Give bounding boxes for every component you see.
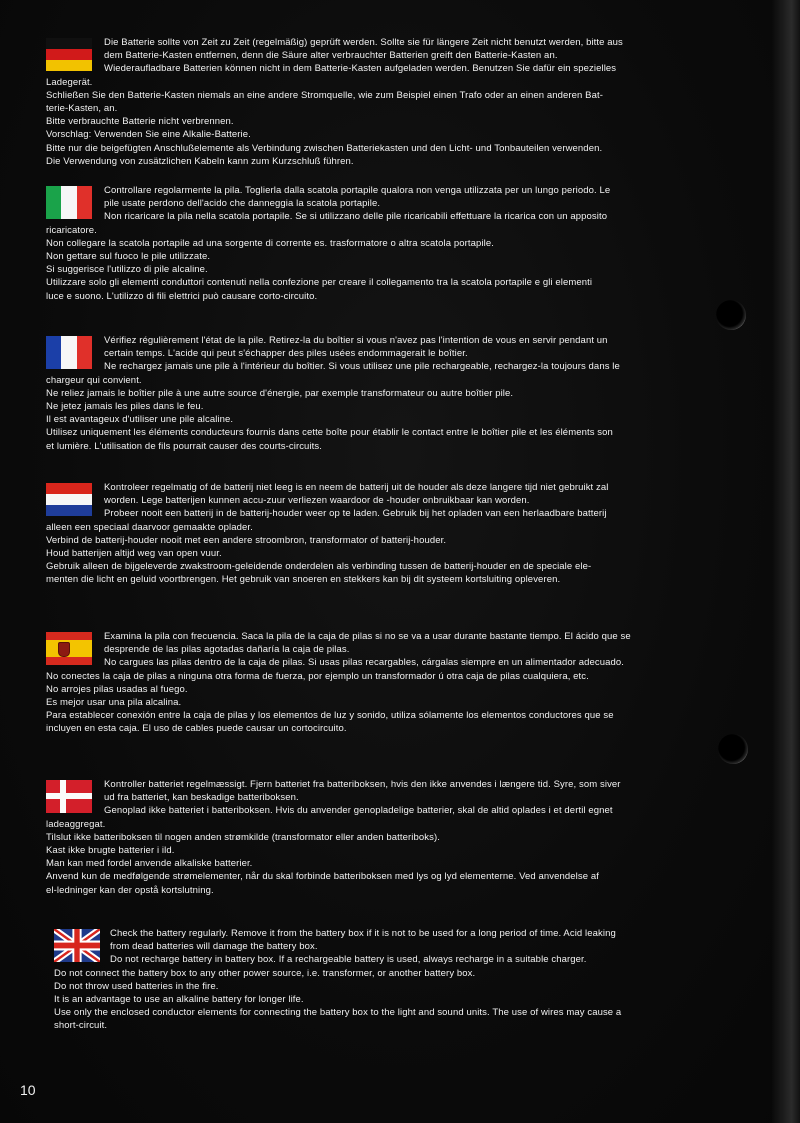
text-line: Do not connect the battery box to any other power source, i.e. transformer, or another battery box. xyxy=(54,967,476,979)
text-line: from dead batteries will damage the battery box. xyxy=(110,941,318,953)
text-line: Ladegerät. xyxy=(46,76,93,88)
text-line: Si suggerisce l'utilizzo di pile alcaline. xyxy=(46,264,208,276)
text-line: It is an advantage to use an alkaline battery for longer life. xyxy=(54,994,304,1006)
text-line: ricaricatore. xyxy=(46,224,97,236)
flag-france-icon xyxy=(46,336,92,369)
flag-uk-icon xyxy=(54,929,100,962)
text-line: No conectes la caja de pilas a ninguna otra forma de fuerza, por ejemplo un transformador ú otra caja de pilas cualquiera, etc. xyxy=(46,670,589,682)
text-line: Kast ikke brugte batterier i ild. xyxy=(46,845,175,857)
section-italian xyxy=(46,184,758,303)
text-line: Check the battery regularly. Remove it from the battery box if it is not to be used for a long period of time. Acid leaking xyxy=(110,928,616,939)
text-line: ud fra batteriet, kan beskadige batteriboksen. xyxy=(104,792,299,804)
section-german xyxy=(46,36,758,168)
text-line: chargeur qui convient. xyxy=(46,374,142,386)
text-line: Anvend kun de medfølgende strømelementer, når du skal forbinde batteriboksen med lys og lyd elementerne. Ved anvendelse af xyxy=(46,871,599,883)
text-line: dem Batterie-Kasten entfernen, denn die Säure alter verbrauchter Batterien greift den Batterie-Kasten an. xyxy=(104,50,558,62)
text-line: short-circuit. xyxy=(54,1020,108,1032)
binder-hole xyxy=(716,300,746,330)
text-line: Vorschlag: Verwenden Sie eine Alkalie-Batterie. xyxy=(46,129,251,141)
section-english xyxy=(46,927,758,1033)
flag-germany-icon xyxy=(46,38,92,71)
text-line: Controllare regolarmente la pila. Toglierla dalla scatola portapile qualora non venga utilizzata per un lungo periodo. Le xyxy=(104,185,611,196)
coat-of-arms-icon xyxy=(58,642,70,657)
text-line: certain temps. L'acide qui peut s'échapper des piles usées endommagerait le boîtier. xyxy=(104,348,468,360)
text-line: Kontroller batteriet regelmæssigt. Fjern batteriet fra batteriboksen, hvis den ikke anvendes i længere tid. Syre, som siver xyxy=(104,779,621,790)
text-line: incluyen en esta caja. El uso de cables puede causar un cortocircuito. xyxy=(46,723,347,735)
text-line: luce e suono. L'utilizzo di fili elettrici può causare corto-circuito. xyxy=(46,290,318,302)
flag-denmark-icon xyxy=(46,780,92,813)
text-line: Kontroleer regelmatig of de batterij niet leeg is en neem de batterij uit de houder als deze langere tijd niet gebruikt zal xyxy=(104,482,609,493)
text-line: Gebruik alleen de bijgeleverde zwakstroom-geleidende onderdelen als verbinding tussen de batterij-houder en de speciale ele- xyxy=(46,561,592,573)
text-line: Die Batterie sollte von Zeit zu Zeit (regelmäßig) geprüft werden. Sollte sie für längere Zeit nicht benutzt werden, bitte aus xyxy=(104,37,623,48)
text-line: Die Verwendung von zusätzlichen Kabeln kann zum Kurzschluß führen. xyxy=(46,155,354,167)
text-line: Non ricaricare la pila nella scatola portapile. Se si utilizzano delle pile ricaricabili effettuare la ricarica con un apposito xyxy=(104,211,608,223)
text-line: Do not throw used batteries in the fire. xyxy=(54,980,219,992)
text-line: Verbind de batterij-houder nooit met een andere stroombron, transformator of batterij-houder. xyxy=(46,534,447,546)
text-line: Examina la pila con frecuencia. Saca la pila de la caja de pilas si no se va a usar durante bastante tiempo. El ácido que se xyxy=(104,631,631,642)
section-dutch xyxy=(46,481,758,587)
text-line: Non gettare sul fuoco le pile utilizzate. xyxy=(46,251,211,263)
flag-italy-icon xyxy=(46,186,92,219)
section-danish xyxy=(46,778,758,897)
section-spanish xyxy=(46,630,758,736)
text-line: Ne reliez jamais le boîtier pile à une autre source d'énergie, par exemple transformateur ou autre boîtier pile. xyxy=(46,387,514,399)
text-line: worden. Lege batterijen kunnen accu-zuur verliezen waardoor de -houder onbruikbaar kan worden. xyxy=(104,495,530,507)
text-line: Schließen Sie den Batterie-Kasten niemals an eine andere Stromquelle, wie zum Beispiel einen Trafo oder an einen anderen Bat- xyxy=(46,89,603,101)
text-line: Genoplad ikke batteriet i batteriboksen. Hvis du anvender genopladelige batterier, skal de altid oplades i et dertil egnet xyxy=(104,805,613,817)
flag-spain-icon xyxy=(46,632,92,665)
text-line: No arrojes pilas usadas al fuego. xyxy=(46,683,188,695)
text-line: Ne jetez jamais les piles dans le feu. xyxy=(46,401,204,413)
page-edge-shadow xyxy=(772,0,800,1123)
text-line: Non collegare la scatola portapile ad una sorgente di corrente es. trasformatore o altra scatola portapile. xyxy=(46,237,494,249)
text-line: pile usate perdono dell'acido che danneggia la scatola portapile. xyxy=(104,198,381,210)
text-line: terie-Kasten, an. xyxy=(46,103,118,115)
text-line: Vérifiez régulièrement l'état de la pile. Retirez-la du boîtier si vous n'avez pas l'intention de vous en servir pendant un xyxy=(104,335,608,346)
text-line: Il est avantageux d'utiliser une pile alcaline. xyxy=(46,414,234,426)
binder-hole xyxy=(718,734,748,764)
text-line: Para establecer conexión entre la caja de pilas y los elementos de luz y sonido, utiliza sólamente los elementos conductores que se xyxy=(46,710,614,722)
text-line: Houd batterijen altijd weg van open vuur. xyxy=(46,548,222,560)
text-line: Probeer nooit een batterij in de batterij-houder weer op te laden. Gebruik bij het opladen van een herlaadbare batterij xyxy=(104,508,607,520)
text-line: menten die licht en geluid voortbrengen. Het gebruik van snoeren en stekkers kan bij dit systeem kortsluiting opleveren. xyxy=(46,574,561,586)
text-line: desprende de las pilas agotadas dañaría la caja de pilas. xyxy=(104,644,350,656)
text-line: Utilizzare solo gli elementi conduttori contenuti nella confezione per creare il collegamento tra la scatola portapile e gli elementi xyxy=(46,277,593,289)
union-jack-graphic xyxy=(54,929,100,962)
text-line: Do not recharge battery in battery box. If a rechargeable battery is used, always recharge in a suitable charger. xyxy=(110,954,587,966)
page-number: 10 xyxy=(20,1082,36,1098)
section-french xyxy=(46,334,758,453)
text-line: Man kan med fordel anvende alkaliske batterier. xyxy=(46,858,253,870)
text-line: Utilisez uniquement les éléments conducteurs fournis dans cette boîte pour établir le contact entre le boîtier pile et les éléments son xyxy=(46,427,613,439)
flag-netherlands-icon xyxy=(46,483,92,516)
text-line: Bitte verbrauchte Batterie nicht verbrennen. xyxy=(46,116,234,128)
text-line: el-ledninger kan der opstå kortslutning. xyxy=(46,884,214,896)
text-line: Bitte nur die beigefügten Anschlußelemente als Verbindung zwischen Batteriekasten und den Licht- und Tonbauteilen verwenden. xyxy=(46,142,603,154)
text-line: Ne rechargez jamais une pile à l'intérieur du boîtier. Si vous utilisez une pile rechargeable, rechargez-la toujours dans le xyxy=(104,361,620,373)
text-line: alleen een speciaal daarvoor gemaakte oplader. xyxy=(46,521,253,533)
text-line: Use only the enclosed conductor elements for connecting the battery box to the light and sound units. The use of wires may cause a xyxy=(54,1007,622,1019)
text-line: ladeaggregat. xyxy=(46,818,106,830)
text-line: et lumière. L'utilisation de fils pourrait causer des courts-circuits. xyxy=(46,440,322,452)
text-line: Es mejor usar una pila alcalina. xyxy=(46,697,182,709)
text-line: No cargues las pilas dentro de la caja de pilas. Si usas pilas recargables, cárgalas siempre en un alimentador adecuado. xyxy=(104,657,625,669)
text-line: Tilslut ikke batteriboksen til nogen anden strømkilde (transformator eller anden batteriboks). xyxy=(46,831,440,843)
text-line: Wiederaufladbare Batterien können nicht in dem Batterie-Kasten aufgeladen werden. Benutzen Sie dafür ein spezielles xyxy=(104,63,617,75)
